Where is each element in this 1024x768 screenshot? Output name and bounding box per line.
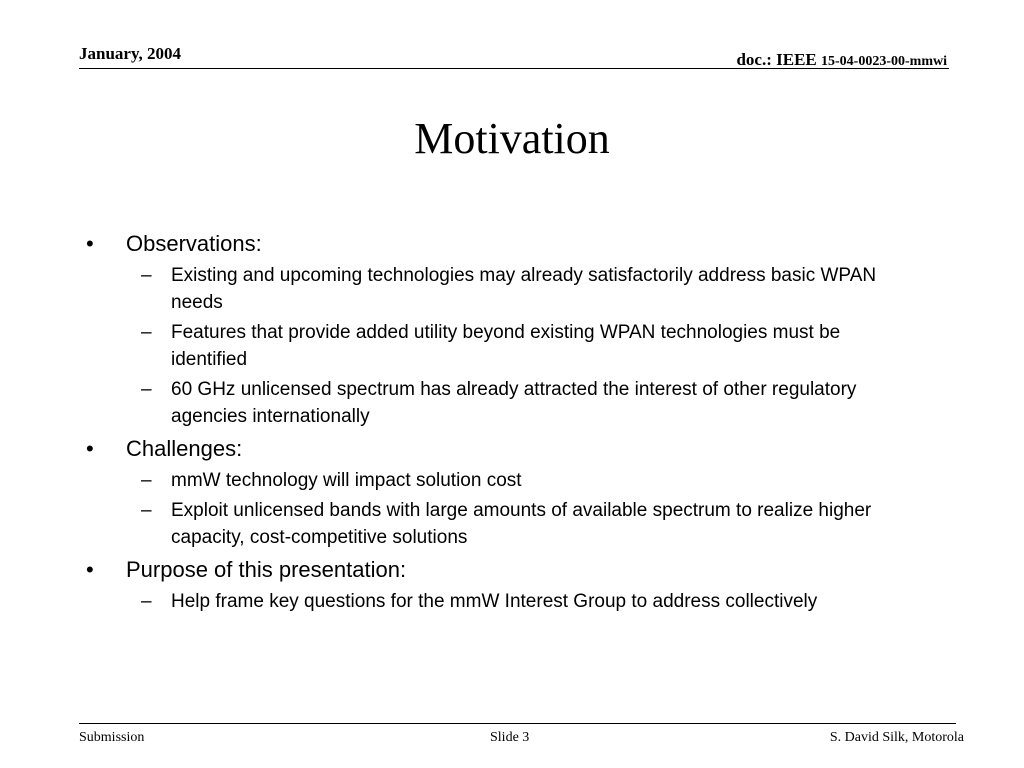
sub-bullet-item	[86, 588, 916, 615]
bullet-item	[86, 229, 916, 259]
sub-bullet-item	[86, 376, 916, 430]
slide-title: Motivation	[414, 114, 610, 163]
footer-submission: Submission	[79, 730, 145, 745]
bullet-marker: •	[86, 231, 94, 256]
footer-divider	[79, 723, 956, 724]
bullet-text: Challenges:	[126, 436, 243, 461]
sub-bullet-item	[86, 319, 916, 373]
bullet-item	[86, 555, 916, 585]
dash-marker: –	[141, 322, 152, 343]
bullet-marker: •	[86, 557, 94, 582]
sub-bullet-item	[86, 467, 916, 494]
dash-marker: –	[141, 379, 152, 400]
bullet-marker: •	[86, 436, 94, 461]
header-date: January, 2004	[79, 44, 182, 63]
dash-marker: –	[141, 470, 152, 491]
sub-bullet-text: mmW technology will impact solution cost	[171, 470, 522, 491]
footer-author: S. David Silk, Motorola	[829, 730, 964, 745]
header-divider	[79, 68, 949, 69]
bullet-text: Observations:	[126, 231, 262, 256]
bullet-text: Purpose of this presentation:	[126, 557, 407, 582]
sub-bullet-text: Help frame key questions for the mmW Interest Group to address collectively	[171, 591, 818, 612]
header-doc-prefix: doc.: IEEE	[736, 50, 822, 69]
sub-bullet-text: 60 GHz unlicensed spectrum has already attracted the interest of other regulatory agencies internationally	[171, 379, 857, 427]
bullet-item	[86, 434, 916, 464]
header-doc-number: 15-04-0023-00-mmwi	[821, 54, 947, 69]
sub-bullet-text: Existing and upcoming technologies may already satisfactorily address basic WPAN needs	[171, 265, 877, 313]
sub-bullet-text: Exploit unlicensed bands with large amounts of available spectrum to realize higher capacity, cost-competitive solutions	[171, 500, 872, 548]
dash-marker: –	[141, 591, 152, 612]
dash-marker: –	[141, 265, 152, 286]
slide-body	[86, 229, 916, 615]
sub-bullet-text: Features that provide added utility beyond existing WPAN technologies must be identified	[171, 322, 841, 370]
footer-slide-number: Slide 3	[490, 730, 530, 745]
sub-bullet-item	[86, 497, 916, 551]
dash-marker: –	[141, 500, 152, 521]
sub-bullet-item	[86, 262, 916, 316]
